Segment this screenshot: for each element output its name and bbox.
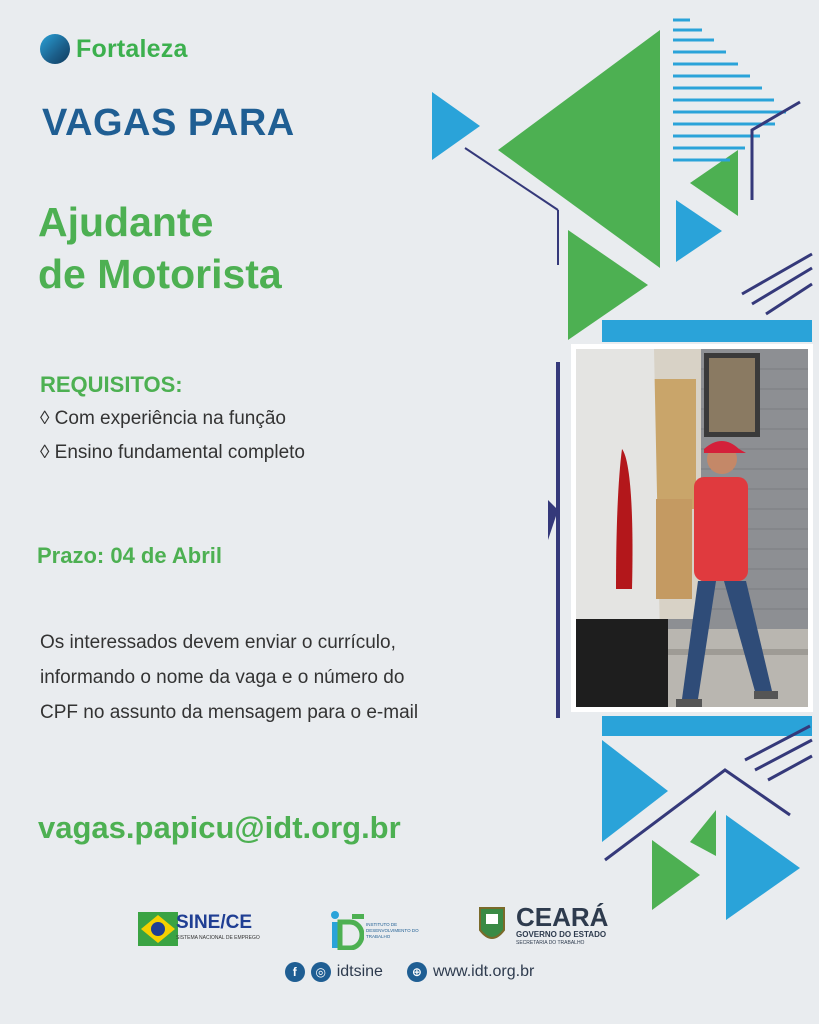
idt-logo-subtext: INSTITUTO DE DESENVOLVIMENTO DO TRABALHO <box>366 922 419 939</box>
contact-footer <box>0 962 819 982</box>
idt-logo-icon <box>330 910 364 950</box>
sine-logo <box>138 910 260 950</box>
blue-stripes <box>673 20 786 160</box>
green-triangle-bottom <box>690 810 716 856</box>
job-photo <box>571 344 813 712</box>
ceara-logo <box>476 902 626 952</box>
navy-corner-line <box>752 102 800 200</box>
location-header <box>40 34 188 64</box>
blue-bar-top <box>602 320 812 342</box>
requirement-item: ◊ Com experiência na função <box>40 408 286 429</box>
brazil-flag-icon <box>138 912 178 946</box>
facebook-icon[interactable]: f <box>285 962 305 982</box>
sine-logo-subtext: SISTEMA NACIONAL DE EMPREGO <box>176 935 260 941</box>
email-link[interactable]: vagas.papicu@idt.org.br <box>38 810 401 845</box>
globe-icon[interactable]: ⊕ <box>407 962 427 982</box>
website-link[interactable]: www.idt.org.br <box>432 963 535 980</box>
green-triangle-large <box>498 30 660 268</box>
ceara-coat-of-arms-icon <box>476 904 508 946</box>
partner-logos <box>0 896 819 956</box>
blue-bar-bottom <box>602 716 812 736</box>
sine-logo-text: SINE/CE <box>176 912 253 933</box>
job-title-line1: Ajudante <box>38 199 214 245</box>
idt-logo <box>330 910 420 950</box>
blue-triangle-left <box>432 92 480 160</box>
ceara-logo-text: CEARÁ <box>516 902 609 932</box>
location-label: Fortaleza <box>76 34 188 63</box>
delivery-worker-illustration <box>576 349 808 707</box>
location-dot-icon <box>40 34 70 64</box>
requirements-list <box>40 402 305 470</box>
blue-triangle-bottom-large <box>602 740 668 842</box>
instagram-icon[interactable]: ◎ <box>311 962 331 982</box>
deadline: Prazo: 04 de Abril <box>37 543 223 568</box>
blue-triangle-right <box>676 200 722 262</box>
requirements-title: REQUISITOS: <box>40 372 183 397</box>
navy-stripes-top <box>742 254 812 314</box>
job-title-line2: de Motorista <box>38 251 282 297</box>
requirement-item: ◊ Ensino fundamental completo <box>40 442 305 463</box>
headline: VAGAS PARA <box>42 102 295 144</box>
job-title <box>38 196 282 300</box>
social-handle[interactable]: idtsine <box>336 963 383 980</box>
ceara-logo-subtext: GOVERNO DO ESTADO <box>516 930 607 939</box>
ceara-logo-subtext2: SECRETARIA DO TRABALHO <box>516 940 585 946</box>
instructions-text: Os interessados devem enviar o currículo, informando o nome da vaga e o número do CPF no assunto da mensagem para o e-mail <box>40 632 419 723</box>
